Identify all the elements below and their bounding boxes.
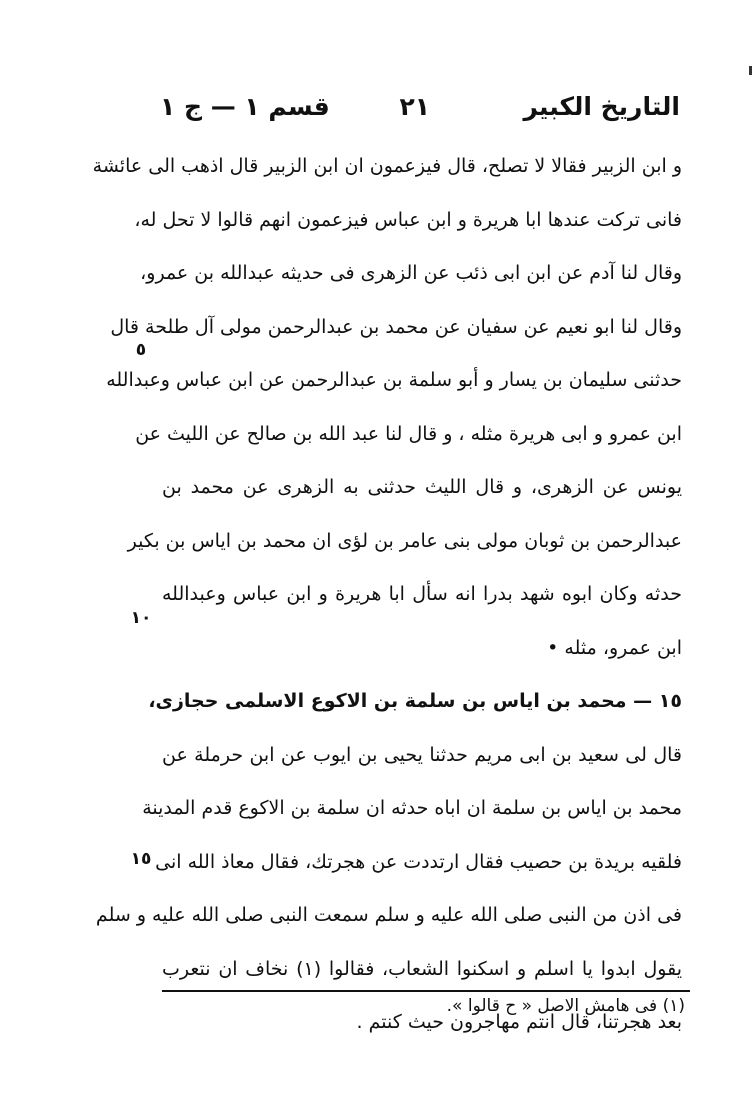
text-line-16: يقول ابدوا يا اسلم و اسكنوا الشعاب، فقالوا (١) نخاف ان نتعرب (162, 957, 682, 980)
text-line-10: ابن عمرو، مثله • (547, 636, 682, 659)
line-number-15: ١٥ (130, 849, 152, 869)
footnote-divider (162, 990, 690, 992)
text-line-14: فلقيه بريدة بن حصيب فقال ارتددت عن هجرتك، فقال معاذ الله انى (155, 850, 682, 873)
text-line-3: وقال لنا آدم عن ابن ابى ذئب عن الزهرى فى حديثه عبدالله بن عمرو، (140, 262, 682, 284)
text-line-12: قال لى سعيد بن ابى مريم حدثنا يحيى بن ايوب عن ابن حرملة عن (162, 743, 682, 766)
text-line-5: حدثنى سليمان بن يسار و أبو سلمة بن عبدالرحمن عن ابن عباس وعبدالله (106, 369, 682, 391)
running-title: التاريخ الكبير (523, 92, 680, 121)
line-number-10: ١٠ (130, 608, 152, 628)
text-line-4: وقال لنا ابو نعيم عن سفيان عن محمد بن عبدالرحمن مولى آل طلحة قال (110, 315, 682, 338)
text-line-2: فانى تركت عندها ابا هريرة و ابن عباس فيزعمون انهم قالوا لا تحل له، (134, 208, 682, 231)
line-number-5: ٥ (135, 340, 147, 360)
part-volume-label: قسم ١ — ج ١ (160, 92, 330, 121)
text-line-8: عبدالرحمن بن ثوبان مولى بنى عامر بن لؤى ان محمد بن اياس بن بكير (127, 529, 682, 552)
text-line-13: محمد بن اياس بن سلمة ان اباه حدثه ان سلمة بن الاكوع قدم المدينة (142, 797, 682, 819)
page-header (160, 92, 680, 132)
text-line-6: ابن عمرو و ابى هريرة مثله ، و قال لنا عبد الله بن صالح عن الليث عن (135, 422, 682, 445)
text-line-9: حدثه وكان ابوه شهد بدرا انه سأل ابا هريرة و ابن عباس وعبدالله (162, 583, 682, 605)
text-line-15: فى اذن من النبى صلى الله عليه و سلم سمعت النبى صلى الله عليه و سلم (95, 904, 682, 926)
text-line-1: و ابن الزبير فقالا لا تصلح، قال فيزعمون ان ابن الزبير قال اذهب الى عائشة (92, 155, 682, 177)
page-number: ٢١ (399, 92, 430, 121)
text-line-7: يونس عن الزهرى، و قال الليث حدثنى به الزهرى عن محمد بن (162, 476, 682, 498)
text-line-17: بعد هجرتنا، قال انتم مهاجرون حيث كنتم . (356, 1011, 682, 1033)
margin-speck (749, 66, 752, 75)
footnote: (١) فى هامش الاصل « ح قالوا ». (446, 996, 685, 1016)
entry-heading-15: ١٥ — محمد بن اياس بن سلمة بن الاكوع الاسلمى حجازى، (148, 690, 682, 712)
